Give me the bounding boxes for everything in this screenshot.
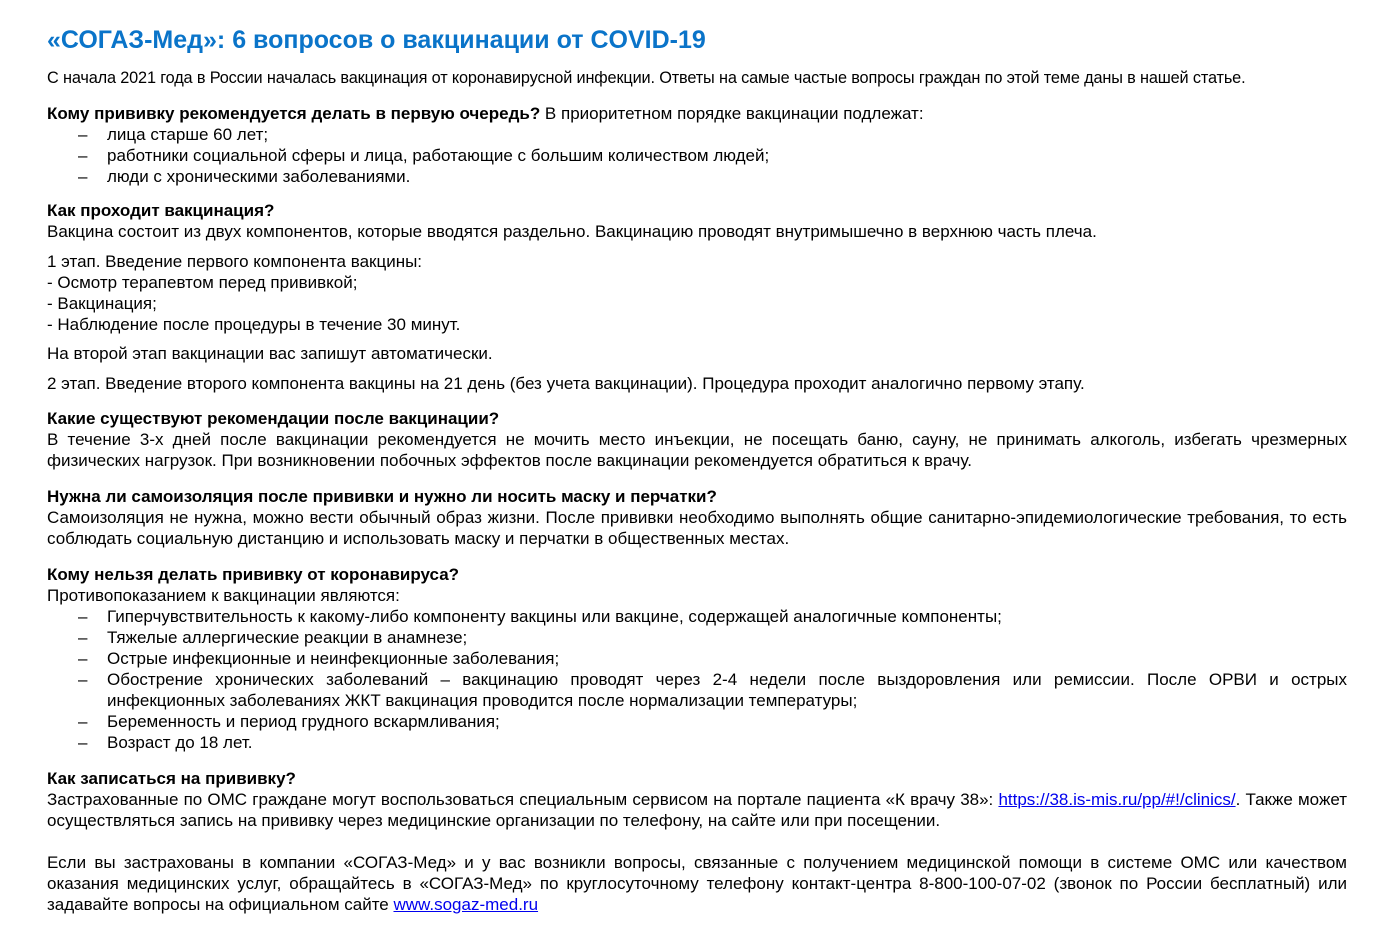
article [47,22,1347,915]
section-signup [47,768,1347,831]
section-isolation [47,486,1347,549]
section-priority [47,103,1347,187]
signup-paragraph: Застрахованные по ОМС граждане могут воспользоваться специальным сервисом на портале пациента «К врачу 38»: https://38.is-mis.ru/pp/#!/clinics/. Также может осуществляться запись на прививку через медицинские организации по телефону, на сайте или при посещении. [47,790,1347,830]
list-item: – люди с хроническими заболеваниями. [78,167,411,186]
section-procedure-question: Как проходит вакцинация? [47,201,275,220]
dash-bullet: – [78,670,88,689]
footer-paragraph: Если вы застрахованы в компании «СОГАЗ-Мед» и у вас возникли вопросы, связанные с получением медицинской помощи в системе ОМС или качеством оказания медицинских услуг, обращайтесь в «СОГАЗ-Мед» по круглосуточному телефону контакт-центра 8-800-100-07-02 (звонок по России бесплатный) или задавайте вопросы на официальном сайте www.sogaz-med.ru [47,853,1347,914]
list-item: – Беременность и период грудного вскармливания; [78,712,500,731]
dash-bullet: – [78,146,88,165]
stage-one-line: 1 этап. Введение первого компонента вакцины: [47,252,423,271]
stage-one-step: - Вакцинация; [47,294,157,313]
list-item: – Возраст до 18 лет. [78,733,253,752]
list-item: – Обострение хронических заболеваний – вакцинацию проводят через 2-4 недели после выздоровления или ремиссии. После ОРВИ и острых инфекционных заболеваниях ЖКТ вакцинация проводится после нормализации температуры; [78,670,1347,710]
stage-one-step: - Осмотр терапевтом перед прививкой; [47,273,358,292]
list-item: – Гиперчувствительность к какому-либо компоненту вакцины или вакцине, содержащей аналогичные компоненты; [78,607,1002,626]
section-recommendations-question: Какие существуют рекомендации после вакцинации? [47,409,500,428]
clinics-portal-link[interactable]: https://38.is-mis.ru/pp/#!/clinics/ [998,790,1236,809]
recommendations-paragraph: В течение 3-х дней после вакцинации рекомендуется не мочить место инъекции, не посещать баню, сауну, не принимать алкоголь, избегать чрезмерных физических нагрузок. При возникновении побочных эффектов после вакцинации рекомендуется обратиться к врачу. [47,430,1347,470]
page-title: «СОГАЗ-Мед»: 6 вопросов о вакцинации от COVID-19 [47,26,706,54]
list-item: – Тяжелые аллергические реакции в анамнезе; [78,628,468,647]
priority-list [47,124,1347,187]
section-recommendations [47,408,1347,471]
section-isolation-question: Нужна ли самоизоляция после прививки и нужно ли носить маску и перчатки? [47,487,717,506]
contraindications-list [47,606,1347,753]
dash-bullet: – [78,125,88,144]
dash-bullet: – [78,649,88,668]
list-item: – Острые инфекционные и неинфекционные заболевания; [78,649,560,668]
second-stage-note: На второй этап вакцинации вас запишут автоматически. [47,344,493,363]
section-priority-lead-line [47,103,1347,124]
section-priority-question: Кому прививку рекомендуется делать в первую очередь? [47,104,541,123]
isolation-paragraph: Самоизоляция не нужна, можно вести обычный образ жизни. После прививки необходимо выполнять общие санитарно-эпидемиологические требования, то есть соблюдать социальную дистанцию и использовать маску и перчатки в общественных местах. [47,508,1347,548]
dash-bullet: – [78,167,88,186]
list-item: – работники социальной сферы и лица, работающие с большим количеством людей; [78,146,770,165]
dash-bullet: – [78,712,88,731]
section-contraindications [47,564,1347,753]
stage-two-paragraph: 2 этап. Введение второго компонента вакцины на 21 день (без учета вакцинации). Процедура проходит аналогично первому этапу. [47,374,1085,393]
list-item: – лица старше 60 лет; [78,125,269,144]
dash-bullet: – [78,607,88,626]
section-signup-question: Как записаться на прививку? [47,769,296,788]
procedure-paragraph: Вакцина состоит из двух компонентов, которые вводятся раздельно. Вакцинацию проводят внутримышечно в верхнюю часть плеча. [47,222,1097,241]
stage-one-step: - Наблюдение после процедуры в течение 30 минут. [47,315,461,334]
section-procedure [47,200,1347,394]
section-priority-lead: В приоритетном порядке вакцинации подлежат: [540,104,924,123]
section-contraindications-question: Кому нельзя делать прививку от коронавируса? [47,565,460,584]
intro-paragraph: С начала 2021 года в России началась вакцинация от коронавирусной инфекции. Ответы на самые частые вопросы граждан по этой теме даны в нашей статье. [47,69,1246,87]
dash-bullet: – [78,628,88,647]
contraindications-lead: Противопоказанием к вакцинации являются: [47,586,400,605]
dash-bullet: – [78,733,88,752]
sogaz-site-link[interactable]: www.sogaz-med.ru [393,895,539,914]
